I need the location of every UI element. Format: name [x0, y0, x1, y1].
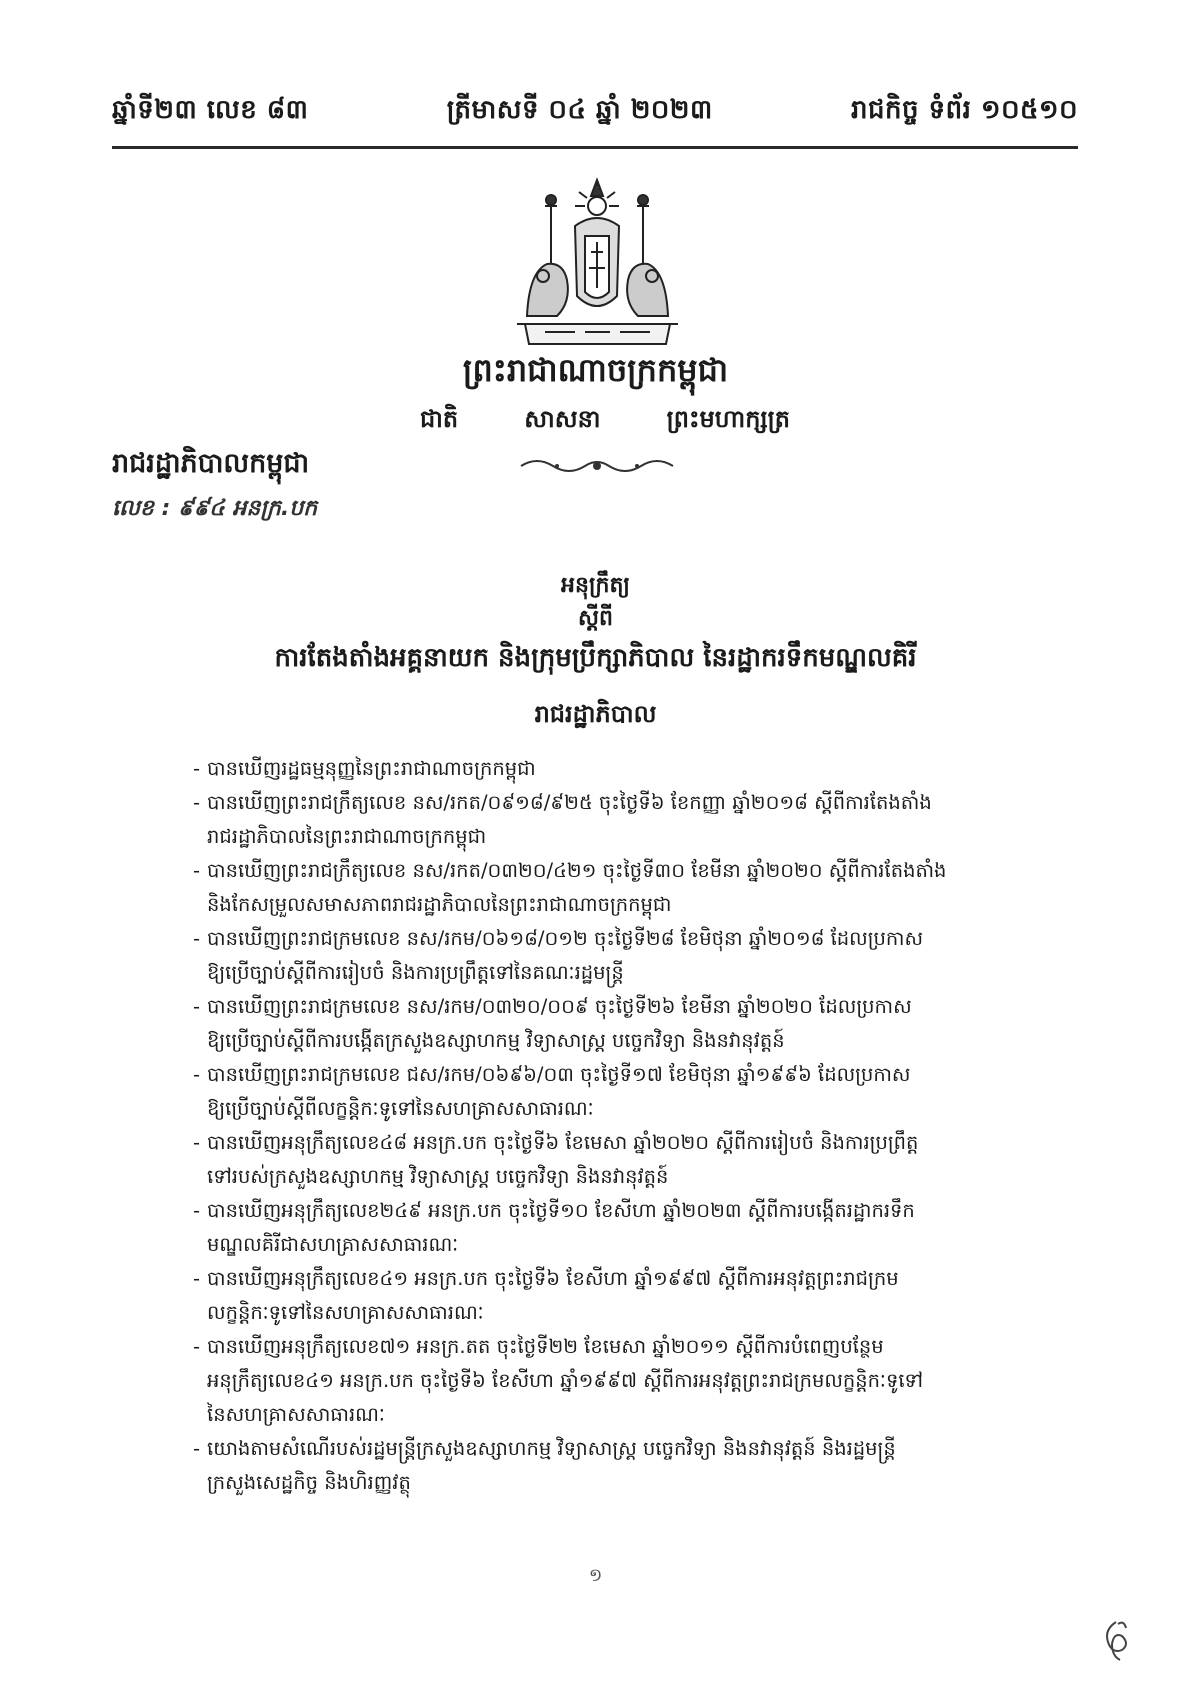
- recital-line: បានឃើញអនុក្រឹត្យលេខ២៤៩ អនក្រ.បក ចុះថ្ងៃទី១០ ខែសីហា ឆ្នាំ២០២៣ ស្តីពីការបង្កើតរដ្ឋាករទឹក: [207, 1199, 915, 1222]
- recital-line: ក្រសួងសេដ្ឋកិច្ច និងហិរញ្ញវត្ថុ: [207, 1471, 411, 1494]
- recital-line: បានឃើញព្រះរាជក្រឹត្យលេខ នស/រកត/០៩១៨/៩២៥ ចុះថ្ងៃទី៦ ខែកញ្ញា ឆ្នាំ២០១៨ ស្តីពីការតែងតាំង: [207, 791, 932, 814]
- recital-line: អនុក្រឹត្យលេខ៤១ អនក្រ.បក ចុះថ្ងៃទី៦ ខែសីហា ឆ្នាំ១៩៩៧ ស្តីពីការអនុវត្តព្រះរាជក្រមលក្ខន្តិកៈទូទៅ: [207, 1369, 924, 1392]
- document-reference-number: លេខ : ៩៩៤ អនក្រ.បក: [112, 496, 318, 521]
- recitals-list: [193, 752, 1035, 1500]
- government-heading: រាជរដ្ឋាភិបាល: [534, 700, 657, 728]
- document-subject: ការតែងតាំងអគ្គនាយក និងក្រុមប្រឹក្សាភិបាល នៃរដ្ឋាករទឹកមណ្ឌលគិរី: [274, 643, 917, 673]
- recital-line: និងកែសម្រួលសមាសភាពរាជរដ្ឋាភិបាលនៃព្រះរាជាណាចក្រកម្ពុជា: [207, 893, 672, 916]
- recital-line: បានឃើញព្រះរាជក្រមលេខ នស/រកម/០៣២០/០០៩ ចុះថ្ងៃទី២៦ ខែមីនា ឆ្នាំ២០២០ ដែលប្រកាស: [207, 995, 912, 1018]
- recital-item: - យោងតាមសំណើរបស់រដ្ឋមន្ត្រីក្រសួងឧស្សាហកម្ម វិទ្យាសាស្ត្រ បច្ចេកវិទ្យា និងនវានុវត្តន៍ និងរដ្ឋមន្ត្រី ក្រសួងសេដ្ឋកិច្ច និងហិរញ្ញវត្ថុ: [207, 1432, 1035, 1500]
- recital-item: - បានឃើញអនុក្រឹត្យលេខ៧១ អនក្រ.តត ចុះថ្ងៃទី២២ ខែមេសា ឆ្នាំ២០១១ ស្តីពីការបំពេញបន្ថែម អនុក្រឹត្យលេខ៤១ អនក្រ.បក ចុះថ្ងៃទី៦ ខែសីហា ឆ្នាំ១៩៩៧ ស្តីពីការអនុវត្តព្រះរាជក្រមលក្ខន្តិកៈទូទៅ នៃសហគ្រាសសាធារណៈ: [207, 1330, 1035, 1432]
- recital-item: - បានឃើញព្រះរាជក្រមលេខ ជស/រកម/០៦៩៦/០៣ ចុះថ្ងៃទី១៧ ខែមិថុនា ឆ្នាំ១៩៩៦ ដែលប្រកាស ឱ្យប្រើច្បាប់ស្តីពីលក្ខន្តិកៈទូទៅនៃសហគ្រាសសាធារណៈ: [207, 1058, 1035, 1126]
- recital-line: បានឃើញព្រះរាជក្រមលេខ នស/រកម/០៦១៨/០១២ ចុះថ្ងៃទី២៨ ខែមិថុនា ឆ្នាំ២០១៨ ដែលប្រកាស: [207, 927, 924, 950]
- recital-line: បានឃើញអនុក្រឹត្យលេខ៧១ អនក្រ.តត ចុះថ្ងៃទី២២ ខែមេសា ឆ្នាំ២០១១ ស្តីពីការបំពេញបន្ថែម: [207, 1335, 884, 1358]
- recital-item: - បានឃើញព្រះរាជក្រឹត្យលេខ នស/រកត/០៩១៨/៩២៥ ចុះថ្ងៃទី៦ ខែកញ្ញា ឆ្នាំ២០១៨ ស្តីពីការតែងតាំង រាជរដ្ឋាភិបាលនៃព្រះរាជាណាចក្រកម្ពុជា: [207, 786, 1035, 854]
- issuing-authority: រាជរដ្ឋាភិបាលកម្ពុជា: [112, 448, 310, 479]
- motto-religion: សាសនា: [524, 405, 601, 433]
- recital-line: បានឃើញអនុក្រឹត្យលេខ៤៨ អនក្រ.បក ចុះថ្ងៃទី៦ ខែមេសា ឆ្នាំ២០២០ ស្តីពីការរៀបចំ និងការប្រព្រឹត្ត: [207, 1131, 919, 1154]
- recital-line: ទៅរបស់ក្រសួងឧស្សាហកម្ម វិទ្យាសាស្ត្រ បច្ចេកវិទ្យា និងនវានុវត្តន៍: [207, 1165, 669, 1188]
- kingdom-name: ព្រះរាជាណាចក្រកម្ពុជា: [462, 351, 729, 389]
- motto-king: ព្រះមហាក្សត្រ: [666, 405, 790, 433]
- recital-item: - បានឃើញរដ្ឋធម្មនុញ្ញនៃព្រះរាជាណាចក្រកម្ពុជា: [193, 757, 536, 780]
- recital-line: បានឃើញអនុក្រឹត្យលេខ៤១ អនក្រ.បក ចុះថ្ងៃទី៦ ខែសីហា ឆ្នាំ១៩៩៧ ស្តីពីការអនុវត្តព្រះរាជក្រម: [207, 1267, 899, 1290]
- page-number: ១: [588, 1565, 603, 1586]
- recital-line: ឱ្យប្រើច្បាប់ស្តីពីការរៀបចំ និងការប្រព្រឹត្តទៅនៃគណៈរដ្ឋមន្ត្រី: [207, 961, 624, 984]
- recital-line: បានឃើញព្រះរាជក្រមលេខ ជស/រកម/០៦៩៦/០៣ ចុះថ្ងៃទី១៧ ខែមិថុនា ឆ្នាំ១៩៩៦ ដែលប្រកាស: [207, 1063, 911, 1086]
- header-issue: ឆ្នាំទី២៣ លេខ ៨៣: [112, 95, 309, 125]
- national-motto: [420, 404, 790, 439]
- recital-item: - បានឃើញអនុក្រឹត្យលេខ៤៨ អនក្រ.បក ចុះថ្ងៃទី៦ ខែមេសា ឆ្នាំ២០២០ ស្តីពីការរៀបចំ និងការប្រព្រឹត្ត ទៅរបស់ក្រសួងឧស្សាហកម្ម វិទ្យាសាស្ត្រ បច្ចេកវិទ្យា និងនវានុវត្តន៍: [207, 1126, 1035, 1194]
- royal-coat-of-arms-icon: [505, 176, 690, 346]
- recital-line: យោងតាមសំណើរបស់រដ្ឋមន្ត្រីក្រសួងឧស្សាហកម្ម វិទ្យាសាស្ត្រ បច្ចេកវិទ្យា និងនវានុវត្តន៍ និងរដ្ឋមន្ត្រី: [207, 1437, 896, 1460]
- gazette-header: [112, 88, 1078, 136]
- recital-line: នៃសហគ្រាសសាធារណៈ: [207, 1403, 385, 1426]
- recital-line: លក្ខន្តិកៈទូទៅនៃសហគ្រាសសាធារណៈ: [207, 1301, 484, 1324]
- document-type: អនុក្រឹត្យ: [561, 573, 630, 598]
- recital-line: បានឃើញរដ្ឋធម្មនុញ្ញនៃព្រះរាជាណាចក្រកម្ពុជា: [207, 757, 536, 780]
- recital-item: - បានឃើញព្រះរាជក្រឹត្យលេខ នស/រកត/០៣២០/៤២១ ចុះថ្ងៃទី៣០ ខែមីនា ឆ្នាំ២០២០ ស្តីពីការតែងតាំង និងកែសម្រួលសមាសភាពរាជរដ្ឋាភិបាលនៃព្រះរាជាណាចក្រកម្ពុជា: [207, 854, 1035, 922]
- recital-item: - បានឃើញអនុក្រឹត្យលេខ២៤៩ អនក្រ.បក ចុះថ្ងៃទី១០ ខែសីហា ឆ្នាំ២០២៣ ស្តីពីការបង្កើតរដ្ឋាករទឹក មណ្ឌលគិរីជាសហគ្រាសសាធារណៈ: [207, 1194, 1035, 1262]
- recital-item: - បានឃើញអនុក្រឹត្យលេខ៤១ អនក្រ.បក ចុះថ្ងៃទី៦ ខែសីហា ឆ្នាំ១៩៩៧ ស្តីពីការអនុវត្តព្រះរាជក្រម លក្ខន្តិកៈទូទៅនៃសហគ្រាសសាធារណៈ: [207, 1262, 1035, 1330]
- recital-line: ឱ្យប្រើច្បាប់ស្តីពីលក្ខន្តិកៈទូទៅនៃសហគ្រាសសាធារណៈ: [207, 1097, 594, 1120]
- header-page: រាជកិច្ច ទំព័រ ១០៥១០: [851, 95, 1078, 125]
- recital-line: ឱ្យប្រើច្បាប់ស្តីពីការបង្កើតក្រសួងឧស្សាហកម្ម វិទ្យាសាស្ត្រ បច្ចេកវិទ្យា និងនវានុវត្តន៍: [207, 1029, 785, 1052]
- header-quarter: ត្រីមាសទី ០៤ ឆ្នាំ ២០២៣: [446, 95, 713, 125]
- recital-item: - បានឃើញព្រះរាជក្រមលេខ នស/រកម/០៣២០/០០៩ ចុះថ្ងៃទី២៦ ខែមីនា ឆ្នាំ២០២០ ដែលប្រកាស ឱ្យប្រើច្បាប់ស្តីពីការបង្កើតក្រសួងឧស្សាហកម្ម វិទ្យាសាស្ត្រ បច្ចេកវិទ្យា និងនវានុវត្តន៍: [207, 990, 1035, 1058]
- handwritten-initials-icon: [1098, 1616, 1134, 1664]
- title-concerning: ស្តីពី: [578, 606, 613, 631]
- ornament-divider-icon: [517, 456, 677, 476]
- recital-item: - បានឃើញព្រះរាជក្រមលេខ នស/រកម/០៦១៨/០១២ ចុះថ្ងៃទី២៨ ខែមិថុនា ឆ្នាំ២០១៨ ដែលប្រកាស ឱ្យប្រើច្បាប់ស្តីពីការរៀបចំ និងការប្រព្រឹត្តទៅនៃគណៈរដ្ឋមន្ត្រី: [207, 922, 1035, 990]
- header-rule: [112, 146, 1078, 149]
- recital-line: រាជរដ្ឋាភិបាលនៃព្រះរាជាណាចក្រកម្ពុជា: [207, 825, 487, 848]
- recital-line: មណ្ឌលគិរីជាសហគ្រាសសាធារណៈ: [207, 1233, 459, 1256]
- recital-line: បានឃើញព្រះរាជក្រឹត្យលេខ នស/រកត/០៣២០/៤២១ ចុះថ្ងៃទី៣០ ខែមីនា ឆ្នាំ២០២០ ស្តីពីការតែងតាំង: [207, 859, 947, 882]
- motto-nation: ជាតិ: [420, 405, 459, 433]
